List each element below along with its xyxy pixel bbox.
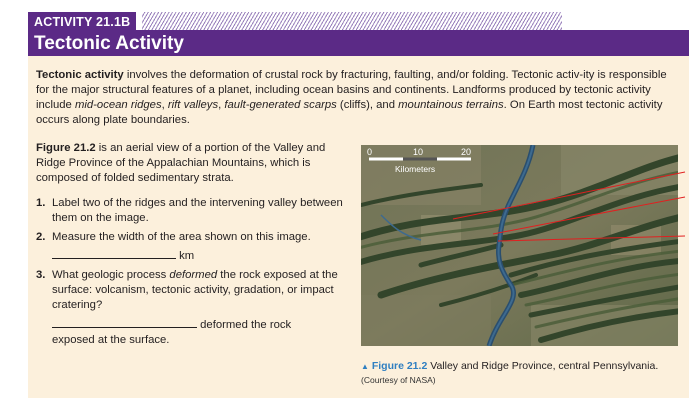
question-3 [36,268,354,348]
intro-term: Tectonic activity [36,69,124,81]
question-1 [36,196,354,226]
intro-paragraph [36,68,674,128]
intro-text-1: involves the deformation of crustal rock by fracturing, faulting, and/or folding. Tectonic activ-ity is responsible for the major structural features of a planet, including ocean basins and continents. Landforms produced by tectonic activity include [36,69,667,111]
intro-text-3: . On Earth most tectonic activity occurs along plate boundaries. [36,99,663,126]
answer-unit-km: km [179,250,195,262]
caption-credit: (Courtesy of NASA) [361,375,436,385]
lead-text: is an aerial view of a portion of the Valley and Ridge Province of the Appalachian Mountains, which is composed of folded sedimentary strata. [36,142,326,184]
questions-lead [36,141,354,186]
scale-tick-20: 20 [461,147,472,157]
question-text-b: the rock exposed at the surface: volcanism, tectonic activity, gradation, or impact cratering? [52,269,338,311]
questions-column [36,141,354,352]
question-number: 3. [36,269,46,281]
caption-text: Valley and Ridge Province, central Pennsylvania. [430,360,659,372]
question-number: 2. [36,231,46,243]
intro-mountainous: mountainous terrains [398,99,504,111]
question-2 [36,230,354,264]
question-text: Label two of the ridges and the intervening valley between them on the image. [52,197,343,224]
intro-mid-ocean: mid-ocean ridges [74,99,162,111]
intro-comma-1: , [161,99,168,111]
aerial-photo-image [361,145,678,346]
lead-figure-ref: Figure 21.2 [36,142,96,154]
answer-suffix-a: deformed the rock [200,319,292,331]
caption-label: Figure 21.2 [371,360,428,372]
answer-suffix-b: exposed at the surface. [52,334,170,346]
activity-title: Tectonic Activity [28,30,689,56]
scale-tick-0: 0 [367,147,373,157]
figure-caption [361,360,686,387]
header-hatch-decoration [142,12,562,30]
intro-rift: rift valleys [167,99,219,111]
intro-text-2: (cliffs), and [336,99,399,111]
caption-triangle-icon: ▲ [361,362,369,371]
answer-blank-width[interactable] [52,248,176,259]
activity-tag: ACTIVITY 21.1B [28,12,136,30]
scale-tick-10: 10 [413,147,424,157]
answer-blank-process[interactable] [52,317,197,328]
question-text-a: What geologic process [52,269,170,281]
aerial-photo [361,145,678,346]
question-emph: deformed [169,269,218,281]
question-text: Measure the width of the area shown on this image. [52,231,311,243]
question-number: 1. [36,197,46,209]
scale-unit: Kilometers [395,164,436,174]
intro-scarps: fault-generated scarps [224,99,337,111]
intro-comma-2: , [218,99,225,111]
